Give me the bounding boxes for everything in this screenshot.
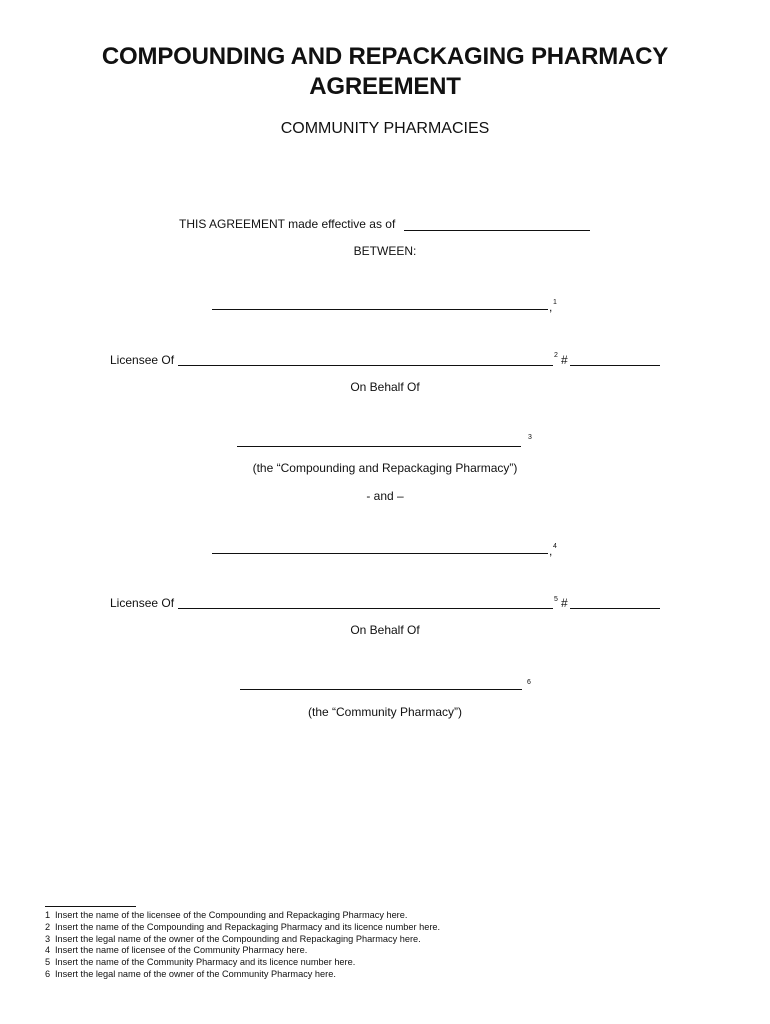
footnote-ref-6: 6 (527, 679, 531, 686)
footnote-text: Insert the name of the Compounding and Repackaging Pharmacy and its licence number here. (55, 921, 441, 932)
footnotes-list (45, 910, 440, 981)
licence-number-2-blank[interactable] (570, 608, 660, 609)
licensee-of-label-1: Licensee Of (110, 353, 175, 367)
footnote-item (45, 934, 440, 946)
licensee-2-blank[interactable] (212, 553, 548, 554)
footnote-ref-2: 2 (554, 352, 558, 359)
footnote-item (45, 922, 440, 934)
footnote-item (45, 945, 440, 957)
footnote-number: 1 (45, 910, 51, 920)
footnote-ref-3: 3 (528, 434, 532, 441)
effective-date-label: THIS AGREEMENT made effective as of (179, 217, 396, 231)
document-title (0, 42, 770, 102)
footnote-number: 3 (45, 933, 51, 944)
footnote-text: Insert the legal name of the owner of the Compounding and Repackaging Pharmacy here. (55, 933, 421, 944)
licensee-of-label-2: Licensee Of (110, 596, 175, 610)
licensee-1-blank[interactable] (212, 309, 548, 310)
on-behalf-of-2: On Behalf Of (350, 623, 420, 637)
footnote-item (45, 957, 440, 969)
footnote-item (45, 969, 440, 981)
document-subtitle: COMMUNITY PHARMACIES (280, 120, 490, 137)
community-pharmacy-label: (the “Community Pharmacy”) (307, 705, 463, 719)
footnote-text: Insert the name of the Community Pharmacy and its licence number here. (55, 957, 356, 968)
footnote-item (45, 910, 440, 922)
footnote-ref-4: 4 (553, 543, 557, 550)
footnote-number: 5 (45, 957, 51, 968)
footnote-text: Insert the name of the licensee of the Compounding and Repackaging Pharmacy here. (55, 910, 408, 920)
and-label: - and – (366, 489, 404, 503)
footnote-separator (45, 906, 136, 907)
title-line-2: AGREEMENT (309, 73, 461, 100)
footnote-text: Insert the legal name of the owner of the Community Pharmacy here. (55, 968, 336, 979)
title-line-1: COMPOUNDING AND REPACKAGING PHARMACY (101, 43, 669, 70)
footnote-ref-1: 1 (553, 299, 557, 306)
footnote-number: 6 (45, 968, 51, 979)
footnote-number: 4 (45, 945, 51, 956)
comma: , (549, 544, 553, 558)
owner-1-blank[interactable] (237, 446, 521, 447)
licence-hash-2: # (561, 596, 568, 610)
owner-2-blank[interactable] (240, 689, 522, 690)
footnote-text: Insert the name of licensee of the Community Pharmacy here. (55, 945, 308, 956)
between-label: BETWEEN: (353, 244, 417, 258)
on-behalf-of-1: On Behalf Of (350, 380, 420, 394)
effective-date-blank[interactable] (404, 230, 590, 231)
pharmacy-name-2-blank[interactable] (178, 608, 553, 609)
footnote-ref-5: 5 (554, 596, 558, 603)
licence-hash-1: # (561, 353, 568, 367)
licence-number-1-blank[interactable] (570, 365, 660, 366)
pharmacy-name-1-blank[interactable] (178, 365, 553, 366)
comma: , (549, 300, 553, 314)
footnote-number: 2 (45, 921, 51, 932)
compounding-pharmacy-label: (the “Compounding and Repackaging Pharmacy”) (252, 461, 518, 475)
